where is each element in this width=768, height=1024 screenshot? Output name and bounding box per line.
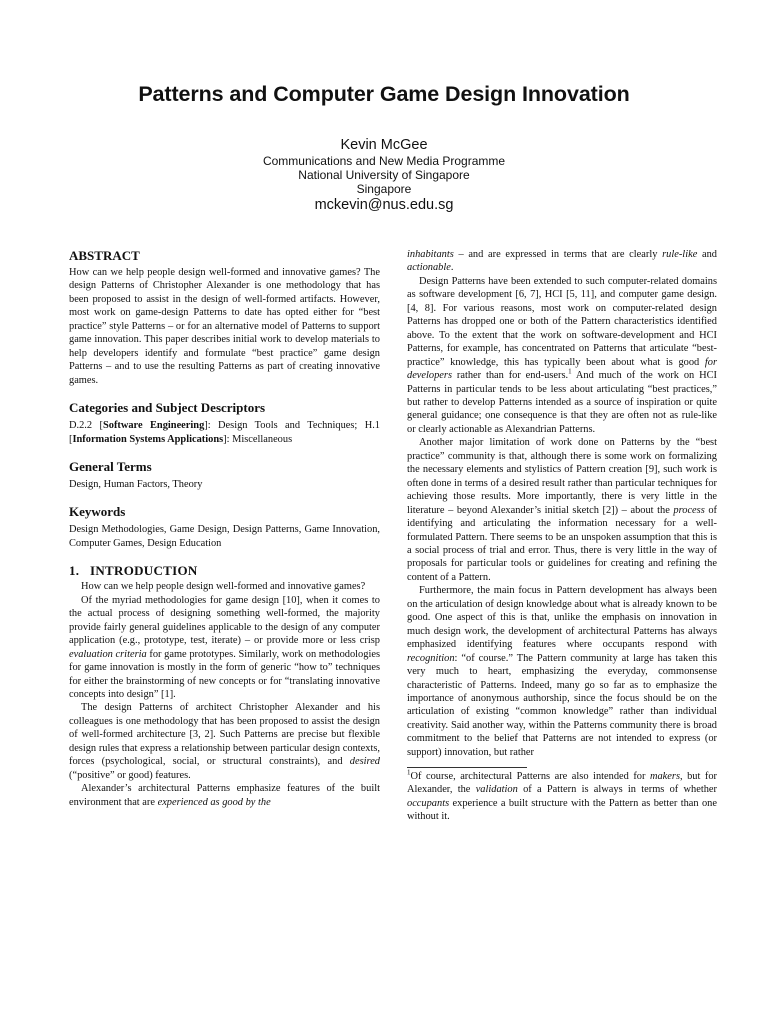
intro-paragraph-2: Of the myriad methodologies for game design [10], when it comes to the actual process of designing something well-formed, the majority provide fairly general guidelines applicable to the design of any computer application (e.g., prototype, test, iterate) – or provide more or less crisp evaluation criteria for game prototypes. Similarly, work on methodologies for game innovation is mostly in the form of generic “how to” techniques for either the brainstorming of new concepts or for “translating innovative concepts into design” [1]. (69, 594, 380, 700)
author-block (0, 136, 768, 215)
general-terms-text: Design, Human Factors, Theory (69, 478, 203, 490)
categories-heading: Categories and Subject Descriptors (69, 400, 266, 416)
footnote-divider (407, 767, 527, 768)
abstract-text: How can we help people design well-formed and innovative games? The design Patterns of Christopher Alexander is one methodology that has been proposed to assist in the design of well-formed artifacts. However, most work on game-design Patterns to date has opted either for “best practice” style Patterns – or for an alternative model of Patterns to support game innovation. This paper describes initial work to develop materials to help developers identify and formulate “best practice” game design Patterns – and to use the resulting Patterns as part of creating innovative games. (69, 267, 380, 386)
author-affiliation-country: Singapore (356, 182, 412, 196)
keywords-heading: Keywords (69, 504, 126, 520)
left-column (69, 248, 380, 809)
footnote-1: $^1$Of course, architectural Patterns are also intended for makers, but for Alexander, the validation of a Pattern is always in terms of whether occupants experience a built structure with the Pattern as better than one without it. (407, 768, 718, 822)
general-terms-heading: General Terms (69, 458, 152, 474)
categories-text: D.2.2 [Software Engineering]: Design Tools and Techniques; H.1 [Information Systems Applications]: Miscellaneous (69, 420, 381, 445)
introduction-heading: 1. INTRODUCTION (69, 563, 198, 579)
intro-paragraph-3: The design Patterns of architect Christopher Alexander and his colleagues is one methodology that has been proposed to assist the design of well-formed architecture [3, 2]. Such Patterns are precise but flexible design rules that express a relationship between particular design contexts, forces (psychological, social, or structural constraints), and desired (“positive” or good) features. (69, 702, 380, 781)
author-name: Kevin McGee (340, 137, 428, 153)
intro-paragraph-5: Design Patterns have been extended to such computer-related domains as software development [6, 7], HCI [5, 11], and computer game design. [4, 8]. For various reasons, most work on computer-related design Patterns has dropped one or both of the Pattern characteristics identified above. To the extent that the work on software-development and HCI Patterns, for example, has concentrated on Patterns that articulate “best-practice” knowledge, this has typically been about what is good for developers rather than for end-users.$^1$ And much of the work on HCI Patterns in particular tends to be less about articulating “best practices,” but rather to develop Patterns intended as a source of inspiration or quite general guidance; one consequence is that they are often not as rule-like or clearly actionable as Alexandrian Patterns. (407, 275, 717, 435)
paper-title: Patterns and Computer Game Design Innovation (138, 82, 630, 106)
author-email: mckevin@nus.edu.sg (314, 197, 454, 213)
intro-paragraph-6: Another major limitation of work done on Patterns by the “best practice” community is that, although there is some work on formalizing the necessary elements and stylistics of Pattern creation [9], such work is often done in terms of a desired result rather than particular techniques for achieving those results. More importantly, there is very little in the literature – beyond Alexander’s initial sketch [2]) – about the process of identifying and articulating the information necessary for a well-formulated Pattern. There seems to be an unspoken assumption that this is a social process of trial and error. Thus, there is very little in the way of proposals for particular tools or guidelines for creating and refining the content of a Pattern. (407, 437, 717, 583)
keywords-text: Design Methodologies, Game Design, Design Patterns, Game Innovation, Computer Games, Design Education (69, 524, 380, 549)
intro-paragraph-7: Furthermore, the main focus in Pattern development has always been on the articulation of design knowledge about what is already known to be good. One aspect of this is that, unlike the emphasis on innovation in much design work, the development of architectural Patterns has always emphasized identifying features where occupants respond with recognition: “of course.” The Pattern community at large has taken this very much to heart, emphasizing the everyday, commonsense characteristic of Patterns. Indeed, many go so far as to emphasize the importance of anonymous authorship, since the focus should be on the articulation of existing “common knowledge” rather than individual creativity. Said another way, within the Patterns community there is broad commitment to the belief that Patterns are not intended to express (or support) innovation, but rather (407, 585, 717, 758)
author-affiliation-university: National University of Singapore (298, 168, 470, 182)
abstract-heading: ABSTRACT (69, 248, 140, 263)
intro-paragraph-4: Alexander’s architectural Patterns emphasize features of the built environment that are experienced as good by the (69, 783, 380, 808)
intro-paragraph-4-continued: inhabitants – and are expressed in terms that are clearly rule-like and actionable. (407, 249, 717, 274)
footnote-marker: 1 (568, 367, 572, 376)
footnote-number: 1 (407, 768, 411, 777)
author-affiliation-dept: Communications and New Media Programme (262, 154, 506, 168)
intro-paragraph-1: How can we help people design well-formed and innovative games? (81, 581, 366, 593)
right-column (407, 248, 717, 823)
